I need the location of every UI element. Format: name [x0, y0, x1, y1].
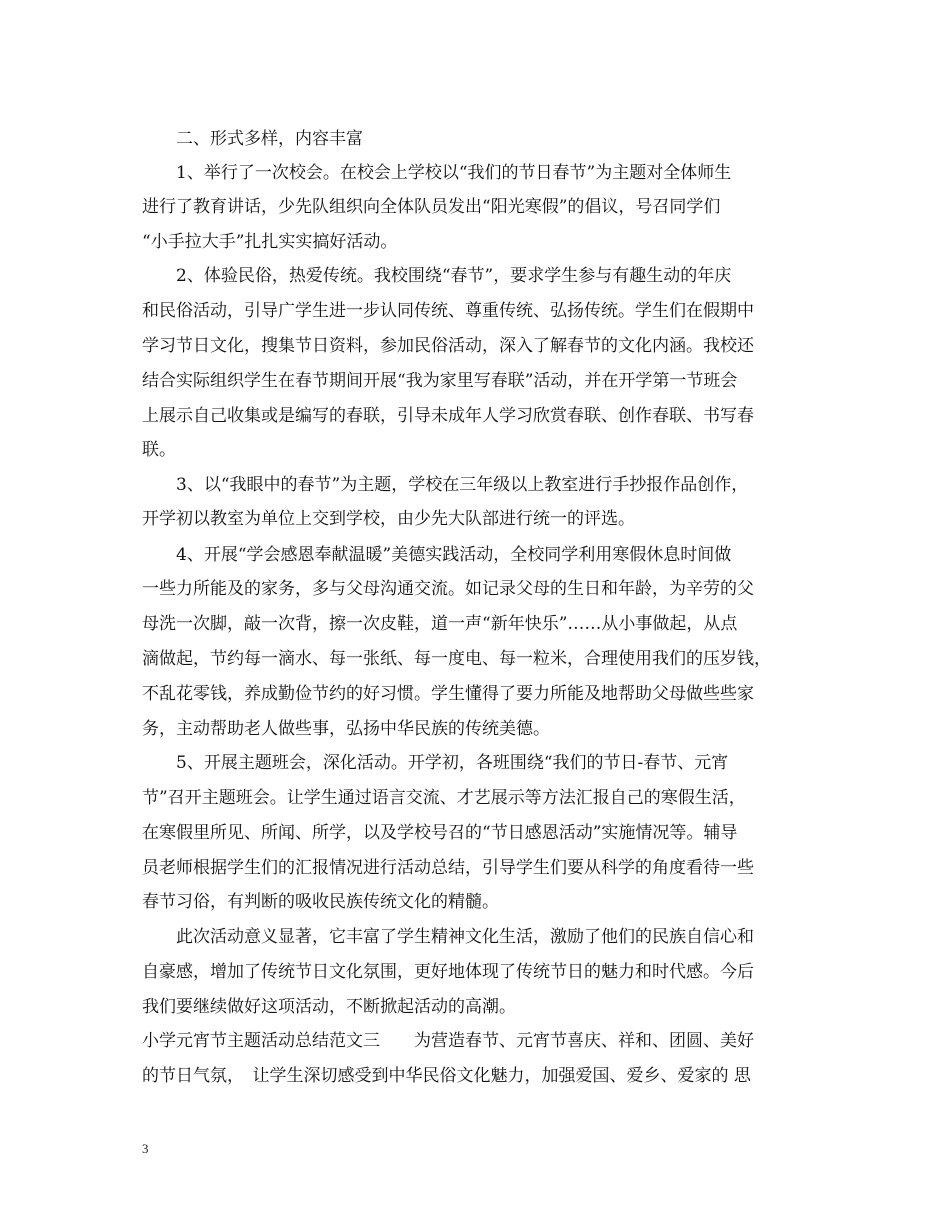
text-line: 3、以“我眼中的春节”为主题，学校在三年级以上教室进行手抄报作品创作， — [176, 475, 749, 495]
text-line: 节”召开主题班会。让学生通过语言交流、才艺展示等方法汇报自己的寒假生活， — [142, 788, 746, 808]
page-number: 3 — [142, 1141, 149, 1156]
text-line: “小手拉大手”扎扎实实搞好活动。 — [142, 232, 398, 252]
text-line: 春节习俗，有判断的吸收民族传统文化的精髓。 — [142, 892, 499, 912]
text-line: 滴做起，节约每一滴水、每一张纸、每一度电、每一粒米，合理使用我们的压岁钱， — [142, 649, 771, 669]
text-line: 自豪感，增加了传统节日文化氛围，更好地体现了传统节日的魅力和时代感。今后 — [142, 962, 754, 982]
text-line: 2、体验民俗，热爱传统。我校围绕“春节”，要求学生参与有趣生动的年庆 — [176, 266, 732, 286]
text-line: 我们要继续做好这项活动，不断掀起活动的高潮。 — [142, 997, 516, 1017]
text-line: 不乱花零钱，养成勤俭节约的好习惯。学生懂得了要力所能及地帮助父母做些些家 — [142, 684, 754, 704]
text-line: 小学元宵节主题活动总结范文三 为营造春节、元宵节喜庆、祥和、团圆、美好 — [142, 1031, 754, 1051]
text-line: 4、开展“学会感恩奉献温暖”美德实践活动，全校同学利用寒假休息时间做 — [176, 545, 732, 565]
text-line: 上展示自己收集或是编写的春联，引导未成年人学习欣赏春联、创作春联、书写春 — [142, 406, 754, 426]
text-line: 二、形式多样，内容丰富 — [176, 129, 363, 149]
text-line: 一些力所能及的家务，多与父母沟通交流。如记录父母的生日和年龄，为辛劳的父 — [142, 579, 754, 599]
text-line: 母洗一次脚，敲一次背，擦一次皮鞋，道一声“新年快乐”……从小事做起，从点 — [142, 614, 738, 634]
text-line: 务，主动帮助老人做些事，弘扬中华民族的传统美德。 — [142, 719, 550, 739]
text-line: 进行了教育讲话，少先队组织向全体队员发出“阳光寒假”的倡议，号召同学们 — [142, 197, 721, 217]
text-line: 和民俗活动，引导广学生进一步认同传统、尊重传统、弘扬传统。学生们在假期中 — [142, 301, 754, 321]
text-line: 此次活动意义显著，它丰富了学生精神文化生活，激励了他们的民族自信心和 — [176, 927, 754, 947]
text-line: 5、开展主题班会，深化活动。开学初，各班围绕“我们的节日-春节、元宵 — [176, 753, 729, 773]
text-line: 在寒假里所见、所闻、所学，以及学校号召的“节日感恩活动”实施情况等。辅导 — [142, 823, 738, 843]
text-line: 员老师根据学生们的汇报情况进行活动总结，引导学生们要从科学的角度看待一些 — [142, 858, 754, 878]
text-line: 结合实际组织学生在春节期间开展“我为家里写春联”活动，并在开学第一节班会 — [142, 371, 738, 391]
text-line: 学习节日文化，搜集节日资料，参加民俗活动，深入了解春节的文化内涵。我校还 — [142, 336, 754, 356]
text-line: 联。 — [142, 440, 176, 460]
text-line: 的节日气氛， 让学生深切感受到中华民俗文化魅力，加强爱国、爱乡、爱家的 思 — [142, 1066, 751, 1086]
text-line: 开学初以教室为单位上交到学校，由少先大队部进行统一的评选。 — [142, 509, 635, 529]
text-line: 1、举行了一次校会。在校会上学校以“我们的节日春节”为主题对全体师生 — [176, 163, 732, 183]
